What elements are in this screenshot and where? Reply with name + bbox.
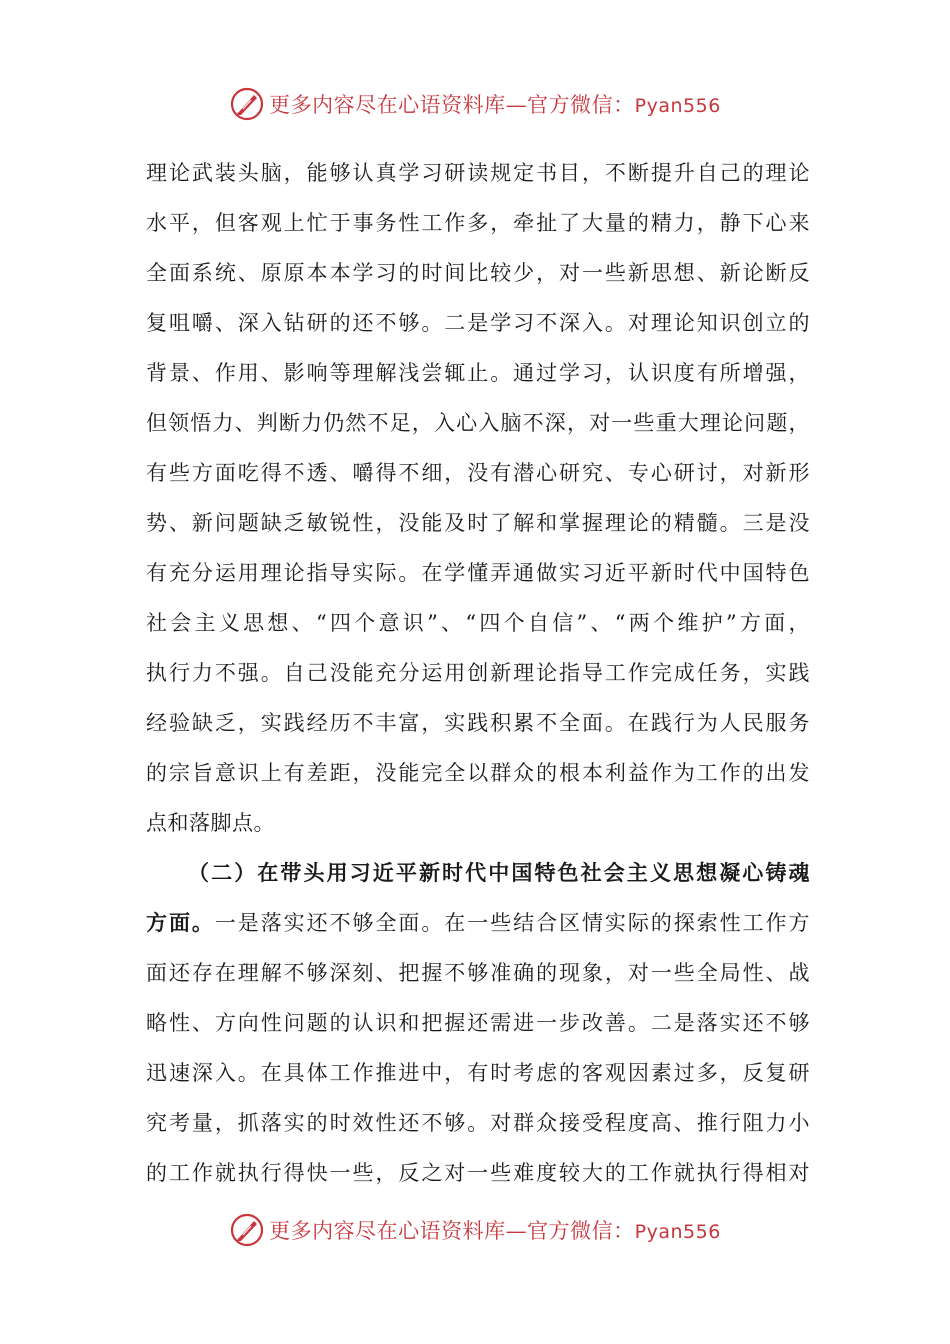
body-line: 有充分运用理论指导实际。在学懂弄通做实习近平新时代中国特色 <box>146 561 810 585</box>
body-line: 背景、作用、影响等理解浅尝辄止。通过学习，认识度有所增强， <box>146 361 810 385</box>
header-banner <box>0 84 950 124</box>
body-line: 但领悟力、判断力仍然不足，入心入脑不深，对一些重大理论问题， <box>146 411 810 435</box>
body-line: 经验缺乏，实践经历不丰富，实践积累不全面。在践行为人民服务 <box>146 711 810 735</box>
body-line: 复咀嚼、深入钻研的还不够。二是学习不深入。对理论知识创立的 <box>146 311 810 335</box>
body-line-text: 一是落实还不够全面。在一些结合区情实际的探索性工作方 <box>214 911 811 935</box>
header-banner-text: 更多内容尽在心语资料库—官方微信： <box>269 93 635 117</box>
quill-pen-logo-icon <box>229 1212 265 1248</box>
body-line: 的工作就执行得快一些，反之对一些难度较大的工作就执行得相对 <box>146 1161 810 1185</box>
body-line: 执行力不强。自己没能充分运用创新理论指导工作完成任务，实践 <box>146 661 810 685</box>
body-line: 有些方面吃得不透、嚼得不细，没有潜心研究、专心研讨，对新形 <box>146 461 810 485</box>
footer-banner-text: 更多内容尽在心语资料库—官方微信： <box>269 1219 635 1243</box>
body-line: 水平，但客观上忙于事务性工作多，牵扯了大量的精力，静下心来 <box>146 211 810 235</box>
body-line: 点和落脚点。 <box>146 811 275 835</box>
quill-pen-logo-icon <box>229 86 265 122</box>
body-line: 略性、方向性问题的认识和把握还需进一步改善。二是落实还不够 <box>146 1011 810 1035</box>
body-line: 究考量，抓落实的时效性还不够。对群众接受程度高、推行阻力小 <box>146 1111 810 1135</box>
body-line: 社会主义思想、“四个意识”、“四个自信”、“两个维护”方面， <box>146 611 810 635</box>
body-line: 面还存在理解不够深刻、把握不够准确的现象，对一些全局性、战 <box>146 961 810 985</box>
section-heading: （二）在带头用习近平新时代中国特色社会主义思想凝心铸魂 <box>188 860 810 885</box>
body-line: 迅速深入。在具体工作推进中，有时考虑的客观因素过多，反复研 <box>146 1061 810 1085</box>
footer-wechat-id: Pyan556 <box>634 1221 721 1243</box>
footer-banner <box>0 1210 950 1250</box>
body-line: 理论武装头脑，能够认真学习研读规定书目，不断提升自己的理论 <box>146 161 810 185</box>
body-line: 的宗旨意识上有差距，没能完全以群众的根本利益作为工作的出发 <box>146 761 810 785</box>
document-body <box>146 148 810 1198</box>
section-heading-end: 方面。 <box>146 910 215 935</box>
body-line: 势、新问题缺乏敏锐性，没能及时了解和掌握理论的精髓。三是没 <box>146 511 810 535</box>
body-line: 全面系统、原原本本学习的时间比较少，对一些新思想、新论断反 <box>146 261 810 285</box>
body-line <box>146 898 810 948</box>
header-wechat-id: Pyan556 <box>634 95 721 117</box>
